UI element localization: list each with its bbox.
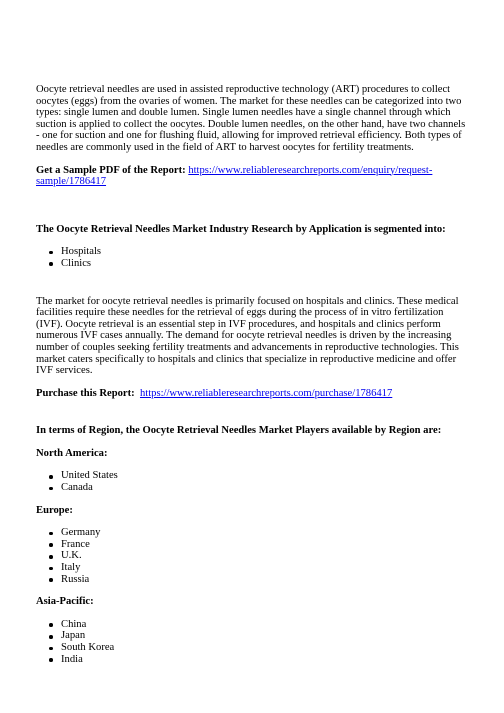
- sample-line: [36, 165, 470, 188]
- list-item: India: [61, 654, 470, 666]
- list-item: France: [61, 539, 470, 551]
- purchase-line: [36, 388, 470, 400]
- asia-pacific-title: Asia-Pacific:: [36, 596, 94, 608]
- list-item: Italy: [61, 562, 470, 574]
- application-heading: The Oocyte Retrieval Needles Market Industry Research by Application is segmented into:: [36, 223, 446, 235]
- asia-pacific-list: [36, 619, 470, 665]
- list-item: Japan: [61, 630, 470, 642]
- list-item: U.K.: [61, 550, 470, 562]
- sample-label: Get a Sample PDF of the Report:: [36, 164, 186, 176]
- list-item: Russia: [61, 574, 470, 586]
- intro-paragraph: Oocyte retrieval needles are used in assisted reproductive technology (ART) procedures to collect oocytes (eggs) from the ovaries of women. The market for these needles can be categorized into two types: single lumen and double lumen. Single lumen needles have a single channel through which suction is applied to collect the oocytes. Double lumen needles, on the other hand, have two channels - one for suction and one for flushing fluid, allowing for improved retrieval efficiency. Both types of needles are commonly used in the field of ART to harvest oocytes for fertility treatments.: [36, 84, 466, 153]
- list-item: Canada: [61, 482, 470, 494]
- north-america-title: North America:: [36, 447, 108, 459]
- document-page: [36, 84, 470, 665]
- list-item: Hospitals: [61, 246, 470, 258]
- list-item: Germany: [61, 527, 470, 539]
- sample-link[interactable]: https://www.reliableresearchreports.com/enquiry/request-sample/1786417: [36, 164, 433, 188]
- europe-list: [36, 527, 470, 585]
- application-list: [36, 246, 470, 269]
- market-paragraph: The market for oocyte retrieval needles is primarily focused on hospitals and clinics. These medical facilities require these needles for the retrieval of eggs during the process of in vitro fertilization (IVF). Oocyte retrieval is an essential step in IVF procedures, and hospitals and clinics perform numerous IVF cases annually. The demand for oocyte retrieval needles is driven by the increasing number of couples seeking fertility treatments and advancements in reproductive technologies. This market caters specifically to hospitals and clinics that specialize in reproductive medicine and offer IVF services.: [36, 295, 459, 377]
- europe-title: Europe:: [36, 504, 73, 516]
- purchase-link[interactable]: https://www.reliableresearchreports.com/purchase/1786417: [139, 387, 393, 399]
- list-item: Clinics: [61, 258, 470, 270]
- list-item: South Korea: [61, 642, 470, 654]
- north-america-list: [36, 470, 470, 493]
- list-item: China: [61, 619, 470, 631]
- list-item: United States: [61, 470, 470, 482]
- region-heading: In terms of Region, the Oocyte Retrieval Needles Market Players available by Region are:: [36, 425, 442, 437]
- purchase-label: Purchase this Report:: [36, 387, 135, 399]
